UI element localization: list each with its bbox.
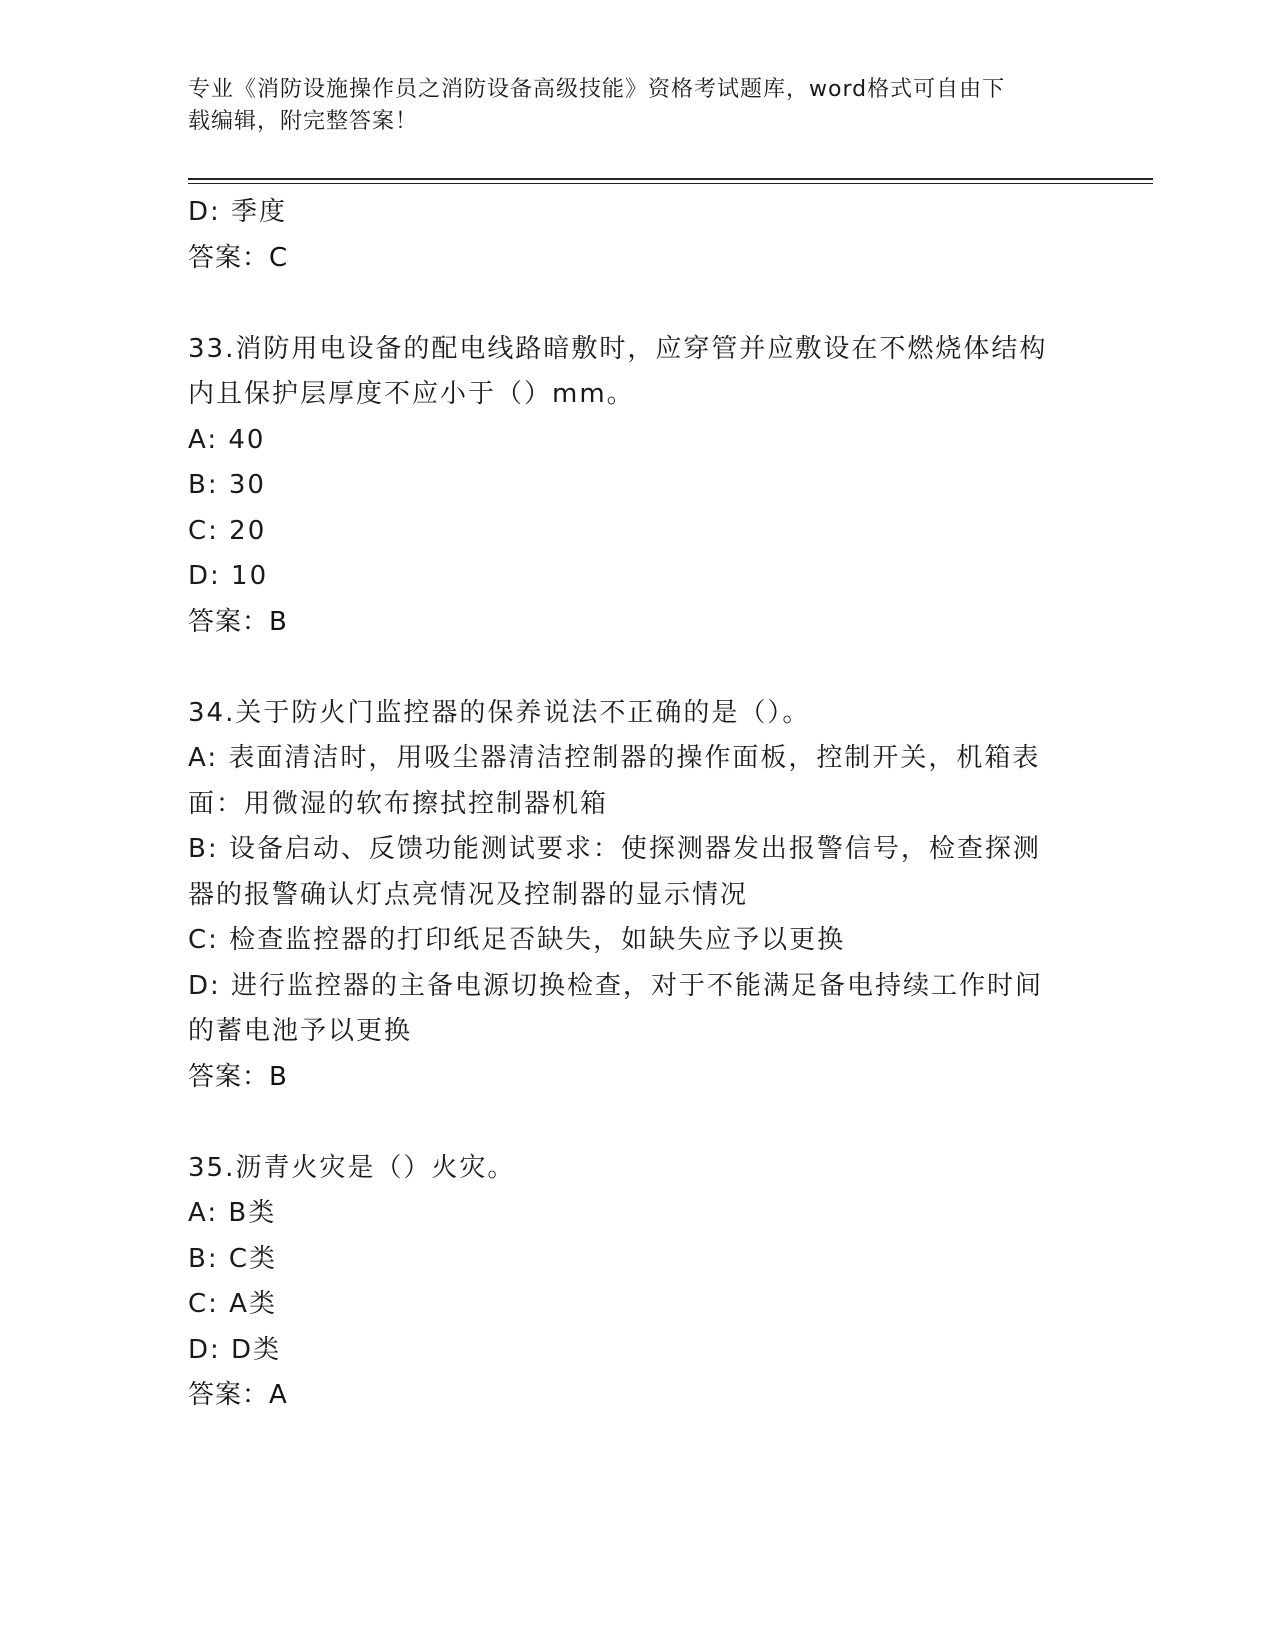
answer: 答案：A <box>188 1380 288 1410</box>
prev-option-d: D: 季度 <box>188 197 288 227</box>
option-c: C: A类 <box>188 1289 277 1319</box>
option-b: B: 30 <box>188 470 266 500</box>
question-stem: 34.关于防火门监控器的保养说法不正确的是（）。 <box>188 697 811 728</box>
header-rule-thin <box>188 183 1153 184</box>
question-34 <box>188 691 1088 1101</box>
question-stem: 33.消防用电设备的配电线路暗敷时，应穿管并应敷设在不燃烧体结构 <box>188 333 1048 364</box>
answer: 答案：B <box>188 1061 288 1092</box>
question-content <box>188 190 1088 1419</box>
option-c: C: 检查监控器的打印纸足否缺失，如缺失应予以更换 <box>188 925 846 955</box>
option-b-cont: 器的报警确认灯点亮情况及控制器的显示情况 <box>188 879 749 910</box>
prev-answer: 答案：C <box>188 242 289 273</box>
option-a: A: B类 <box>188 1198 277 1228</box>
option-d: D: D类 <box>188 1334 282 1365</box>
option-c: C: 20 <box>188 515 267 546</box>
option-d: D: 进行监控器的主备电源切换检查，对于不能满足备电持续工作时间 <box>188 970 1044 1001</box>
question-35 <box>188 1146 1088 1419</box>
option-d: D: 10 <box>188 561 269 591</box>
spacer <box>188 281 1088 327</box>
header-line-1: 专业《消防设施操作员之消防设备高级技能》资格考试题库，word格式可自由下 <box>188 77 1006 102</box>
option-b: B: C类 <box>188 1243 278 1274</box>
header-line-2: 载编辑，附完整答案！ <box>188 109 419 134</box>
option-d-cont: 的蓄电池予以更换 <box>188 1016 413 1046</box>
question-stem: 35.沥青火灾是（）火灾。 <box>188 1152 516 1183</box>
answer: 答案：B <box>188 606 288 637</box>
option-a-cont: 面：用微湿的软布擦拭控制器机箱 <box>188 788 609 819</box>
page-header <box>188 74 1068 138</box>
question-stem-cont: 内且保护层厚度不应小于（）mm。 <box>188 379 635 409</box>
option-a: A: 表面清洁时，用吸尘器清洁控制器的操作面板，控制开关，机箱表 <box>188 743 1041 773</box>
header-rule-thick <box>188 178 1153 180</box>
spacer <box>188 645 1088 691</box>
option-a: A: 40 <box>188 424 266 455</box>
spacer <box>188 1100 1088 1146</box>
question-33 <box>188 327 1088 646</box>
option-b: B: 设备启动、反馈功能测试要求：使探测器发出报警信号，检查探测 <box>188 834 1041 864</box>
